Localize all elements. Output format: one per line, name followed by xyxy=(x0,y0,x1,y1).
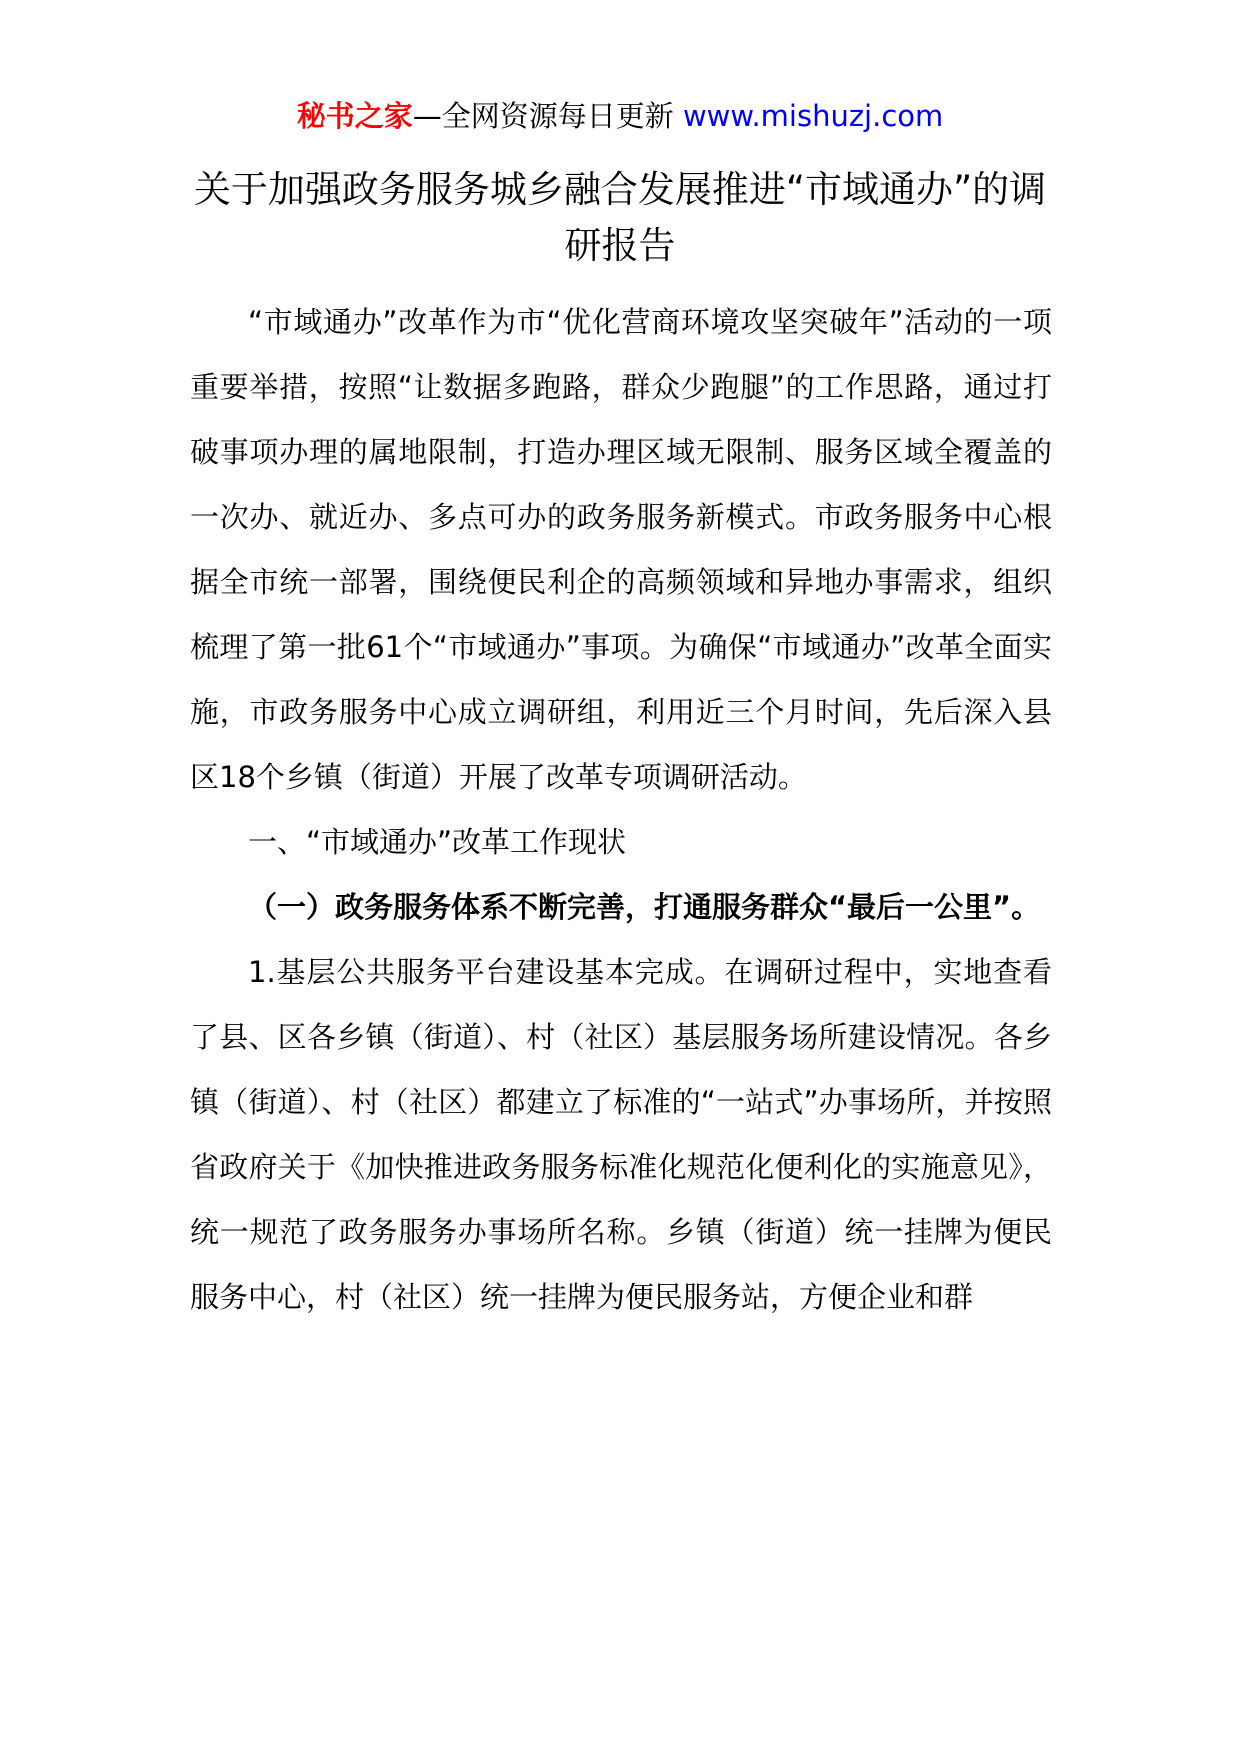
subsection-heading: （一）政务服务体系不断完善，打通服务群众“最后一公里”。 xyxy=(248,890,1041,924)
body-paragraph: 1.基层公共服务平台建设基本完成。在调研过程中，实地查看了县、区各乡镇（街道）、村（社区）基层服务场所建设情况。各乡镇（街道）、村（社区）都建立了标准的“一站式”办事场所，并按照省政府关于《加快推进政务服务标准化规范化便利化的实施意见》，统一规范了政务服务办事场所名称。乡镇（街道）统一挂牌为便民服务中心，村（社区）统一挂牌为便民服务站，方便企业和群 xyxy=(190,955,1052,1314)
document-title: 关于加强政务服务城乡融合发展推进“市域通办”的调研报告 xyxy=(193,168,1047,267)
site-url-link[interactable]: www.mishuzj.com xyxy=(682,99,944,133)
section-heading: 一、“市域通办”改革工作现状 xyxy=(248,825,627,859)
intro-paragraph: “市域通办”改革作为市“优化营商环境攻坚突破年”活动的一项重要举措，按照“让数据多跑路，群众少跑腿”的工作思路，通过打破事项办理的属地限制，打造办理区域无限制、服务区域全覆盖的一次办、就近办、多点可办的政务服务新模式。市政务服务中心根据全市统一部署，围绕便民利企的高频领域和异地办事需求，组织梳理了第一批61个“市域通办”事项。为确保“市域通办”改革全面实施，市政务服务中心成立调研组，利用近三个月时间，先后深入县区18个乡镇（街道）开展了改革专项调研活动。 xyxy=(190,305,1052,794)
document-body xyxy=(190,290,1052,1330)
site-header xyxy=(0,96,1240,136)
site-brand: 秘书之家 xyxy=(296,99,413,133)
site-tagline: —全网资源每日更新 xyxy=(412,99,674,133)
